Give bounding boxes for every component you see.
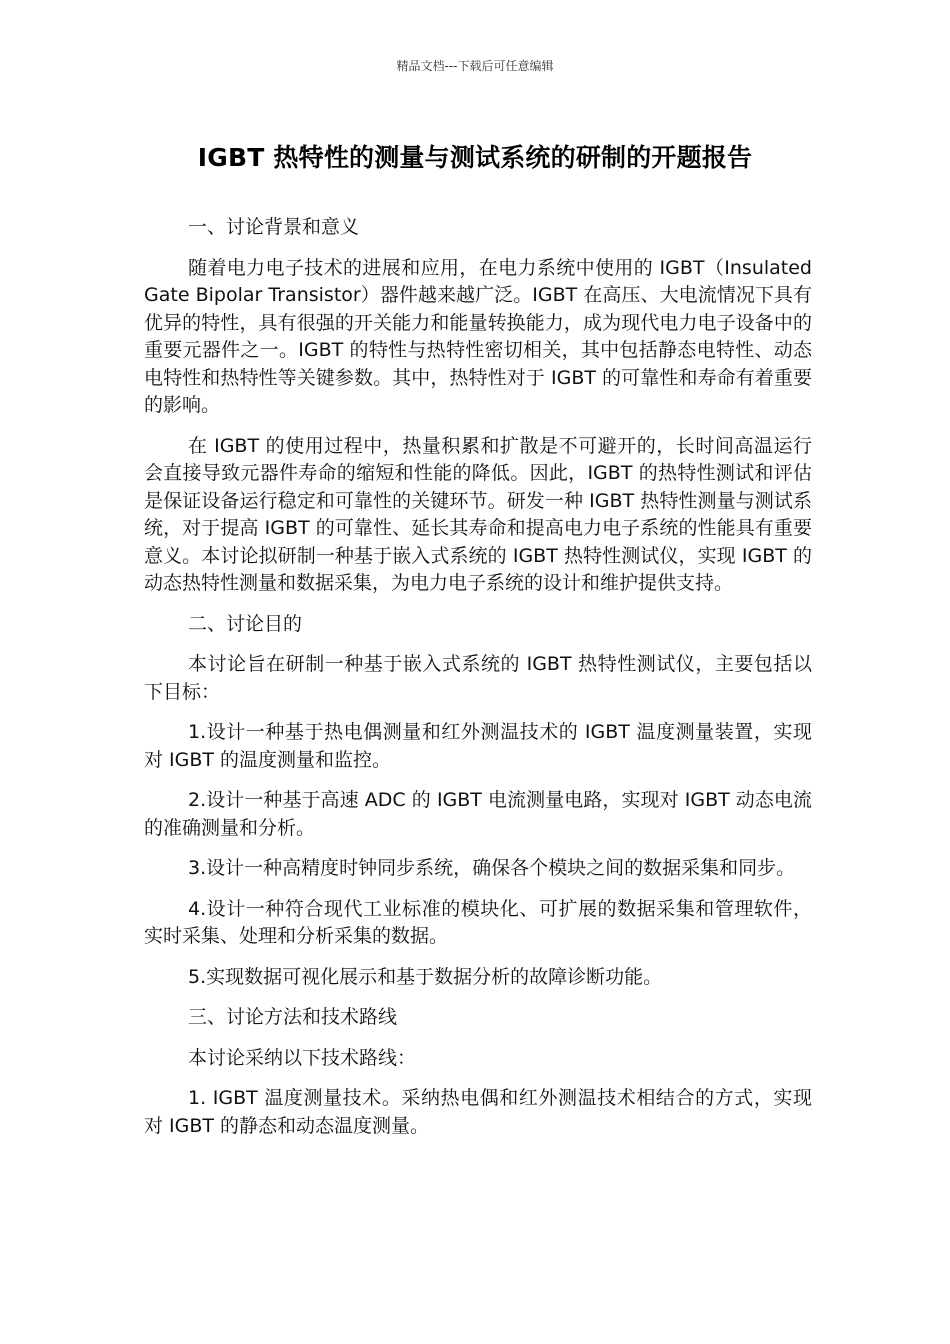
list-item-goal-1: 1.设计一种基于热电偶测量和红外测温技术的 IGBT 温度测量装置，实现对 IGBT 的温度测量和监控。 xyxy=(144,721,812,771)
paragraph-method-intro: 本讨论采纳以下技术路线： xyxy=(188,1046,417,1069)
list-item-method-1: 1. IGBT 温度测量技术。采纳热电偶和红外测温技术相结合的方式，实现对 IGBT 的静态和动态温度测量。 xyxy=(144,1087,812,1137)
list-item-goal-3: 3.设计一种高精度时钟同步系统，确保各个模块之间的数据采集和同步。 xyxy=(188,857,796,879)
section-heading-method: 三、讨论方法和技术路线 xyxy=(188,1006,398,1028)
document-body xyxy=(144,214,812,1153)
paragraph-background-1: 随着电力电子技术的进展和应用，在电力系统中使用的 IGBT（Insulated Gate Bipolar Transistor）器件越来越广泛。IGBT 在高压、大电流情况下具有优异的特性，具有很强的开关能力和能量转换能力，成为现代电力电子设备中的重要元器件之一。IGBT 的特性与热特性密切相关，其中包括静态电特性、动态电特性和热特性等关键参数。其中，热特性对于 IGBT 的可靠性和寿命有着重要的影响。 xyxy=(144,256,812,416)
section-heading-purpose: 二、讨论目的 xyxy=(188,612,303,635)
page-header-note: 精品文档---下载后可任意编辑 xyxy=(396,59,554,73)
document-title: IGBT 热特性的测量与测试系统的研制的开题报告 xyxy=(197,143,753,172)
list-item-goal-4: 4.设计一种符合现代工业标准的模块化、可扩展的数据采集和管理软件，实时采集、处理和分析采集的数据。 xyxy=(144,897,812,947)
paragraph-purpose-intro: 本讨论旨在研制一种基于嵌入式系统的 IGBT 热特性测试仪，主要包括以下目标： xyxy=(144,653,812,703)
section-heading-background: 一、讨论背景和意义 xyxy=(188,216,360,238)
list-item-goal-5: 5.实现数据可视化展示和基于数据分析的故障诊断功能。 xyxy=(188,965,663,988)
list-item-goal-2: 2.设计一种基于高速 ADC 的 IGBT 电流测量电路，实现对 IGBT 动态电流的准确测量和分析。 xyxy=(144,789,812,839)
paragraph-background-2: 在 IGBT 的使用过程中，热量积累和扩散是不可避开的，长时间高温运行会直接导致元器件寿命的缩短和性能的降低。因此，IGBT 的热特性测试和评估是保证设备运行稳定和可靠性的关键环节。研发一种 IGBT 热特性测量与测试系统，对于提高 IGBT 的可靠性、延长其寿命和提高电力电子系统的性能具有重要意义。本讨论拟研制一种基于嵌入式系统的 IGBT 热特性测试仪，实现 IGBT 的动态热特性测量和数据采集，为电力电子系统的设计和维护提供支持。 xyxy=(144,434,812,594)
